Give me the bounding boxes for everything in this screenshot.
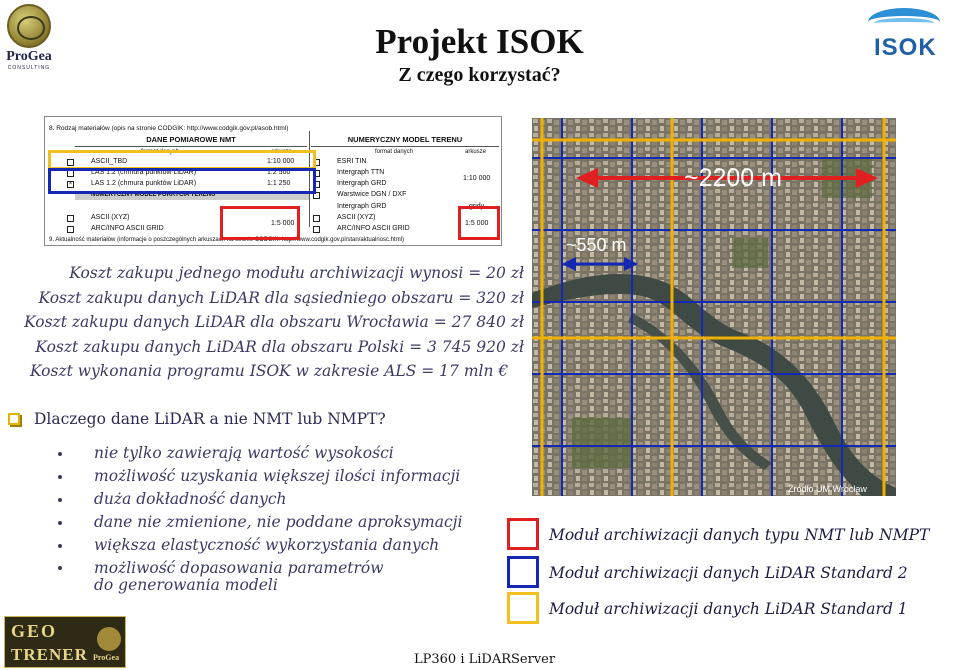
form-lower-left: ASCII (XYZ): [91, 214, 130, 221]
reason-text: możliwość uzyskania większej ilości informacji: [94, 467, 461, 485]
form-item-scale: 1:1 250: [267, 180, 291, 187]
cost-line: Koszt zakupu danych LiDAR dla obszaru Wrocławia = 27 840 zł: [24, 313, 524, 331]
form-checkbox[interactable]: [67, 215, 74, 222]
reason-item: [58, 511, 478, 534]
question-heading: [8, 410, 386, 428]
form-item-right: Intergraph GRD: [337, 180, 387, 187]
bullet-icon: [58, 452, 62, 456]
legend-swatch-blue: [507, 556, 539, 588]
form-band-right: Intergraph GRD: [337, 203, 387, 210]
cost-line: Koszt zakupu danych LiDAR dla obszaru Polski = 3 745 920 zł: [35, 337, 524, 356]
reason-item: [58, 442, 478, 465]
reason-item: [58, 557, 478, 594]
form-item-right: Intergraph TTN: [337, 169, 385, 176]
form-highlight-blue: [48, 168, 316, 194]
form-lower-right: ARC/INFO ASCII GRID: [337, 225, 410, 232]
form-highlight-red-right: [458, 206, 500, 240]
reason-text-continued: do generowania modeli: [94, 576, 278, 594]
form-checkbox-checked[interactable]: ×: [68, 181, 73, 187]
form-row-8: 8. Rodzaj materiałów (opis na stronie CODGIK: http://www.codgik.gov.pl/asob.html): [49, 125, 289, 132]
form-checkbox[interactable]: [67, 226, 74, 233]
question-text: Dlaczego dane LiDAR a nie NMT lub NMPT?: [34, 410, 386, 428]
reason-text: duża dokładność danych: [94, 490, 287, 508]
slide-footer: LP360 i LiDARServer: [414, 652, 556, 667]
mini-globe-icon: [97, 627, 121, 651]
map-label-550: ~550 m: [566, 235, 627, 255]
form-item-left: LAS 1.2 (chmura punktów LiDAR): [91, 180, 197, 187]
bullet-icon: [58, 521, 62, 525]
page-subtitle: Z czego korzystać?: [398, 64, 561, 86]
isok-logo-text: ISOK: [874, 34, 937, 61]
form-right-scale: 1:10 000: [463, 175, 491, 182]
reason-text: większa elastyczność wykorzystania danych: [94, 536, 440, 554]
form-item-right: Warstwice DGN / DXF: [337, 191, 407, 198]
reason-text: możliwość dopasowania parametrów: [94, 559, 384, 577]
cost-line: Koszt zakupu jednego modułu archiwizacji wynosi = 20 zł: [69, 264, 524, 282]
reasons-list: [58, 442, 478, 594]
form-col-arkusze-left: arkusze: [271, 149, 293, 155]
form-item-scale: 1:2 500: [267, 169, 291, 176]
bullet-icon: [58, 566, 62, 570]
trener-logo-text: TRENER: [11, 645, 88, 664]
legend-swatch-red: [507, 518, 539, 550]
form-lower-right: ASCII (XYZ): [337, 214, 376, 221]
reason-text: nie tylko zawierają wartość wysokości: [94, 444, 394, 462]
map-source: Źródło UM Wrocław: [788, 484, 867, 494]
legend-swatch-yellow: [507, 592, 539, 624]
reason-item: [58, 488, 478, 511]
progea-logo-name: ProGea: [6, 49, 52, 64]
form-highlight-yellow: [48, 150, 316, 170]
form-band-label: NUMERYCZNY MODEL POKRYCIA TERENU: [75, 192, 309, 200]
form-header-teren: NUMERYCZNY MODEL TERENU: [311, 135, 499, 147]
reason-item: [58, 534, 478, 557]
form-highlight-red-left: [220, 206, 300, 240]
cost-line: Koszt zakupu danych LiDAR dla sąsiedniego obszaru = 320 zł: [38, 288, 524, 307]
form-band-grid: gridy: [469, 203, 485, 210]
bullet-icon: [58, 498, 62, 502]
checkbox-bullet-icon: [8, 413, 20, 425]
map-label-2200: ~2200 m: [684, 164, 782, 192]
isok-wave-icon: [874, 18, 934, 28]
legend-label: Moduł archiwizacji danych LiDAR Standard 2: [549, 564, 908, 582]
progea-logo-sub: CONSULTING: [7, 65, 51, 71]
form-row-9: 9. Aktualność materiałów (informacje o poszczególnych arkuszach na stronie CODGIK: http://www.codgik.gov.pl/stan/aktualnosc.html): [49, 237, 405, 243]
form-col-format-left: format danych: [141, 149, 180, 155]
form-checkbox[interactable]: [313, 215, 320, 222]
bullet-icon: [58, 544, 62, 548]
geo-partner-text: ProGea: [93, 653, 120, 662]
form-header-nmt: DANE POMIAROWE NMT: [75, 135, 307, 147]
form-col-arkusze-right: arkusze: [465, 149, 487, 155]
form-item-left: ASCII_TBD: [91, 158, 128, 165]
reason-item: [58, 465, 478, 488]
legend-label: Moduł archiwizacji danych LiDAR Standard 1: [549, 600, 908, 618]
isok-logo: [852, 4, 956, 64]
legend-label: Moduł archiwizacji danych typu NMT lub NMPT: [549, 526, 930, 544]
cost-line: Koszt wykonania programu ISOK w zakresie ALS = 17 mln €: [30, 362, 509, 380]
form-item-scale: 1:10 000: [267, 158, 295, 165]
form-lower-left-scale: 1:5 000: [271, 220, 295, 227]
cost-list: [24, 264, 524, 387]
form-col-format-right: format danych: [375, 149, 414, 155]
form-item-right: ESRI TIN: [337, 158, 367, 165]
reason-text: dane nie zmienione, nie poddane aproksymacji: [94, 513, 463, 531]
form-lower-right-scale: 1:5 000: [465, 220, 489, 227]
form-checkbox[interactable]: [313, 226, 320, 233]
page-title: Projekt ISOK: [375, 22, 584, 61]
form-item-left: LAS 1.2 (chmura punktów LiDAR): [91, 169, 197, 176]
geo-logo-text: GEO: [11, 621, 58, 641]
form-lower-left: ARC/INFO ASCII GRID: [91, 225, 164, 232]
geo-trener-logo: [4, 616, 126, 668]
bullet-icon: [58, 475, 62, 479]
